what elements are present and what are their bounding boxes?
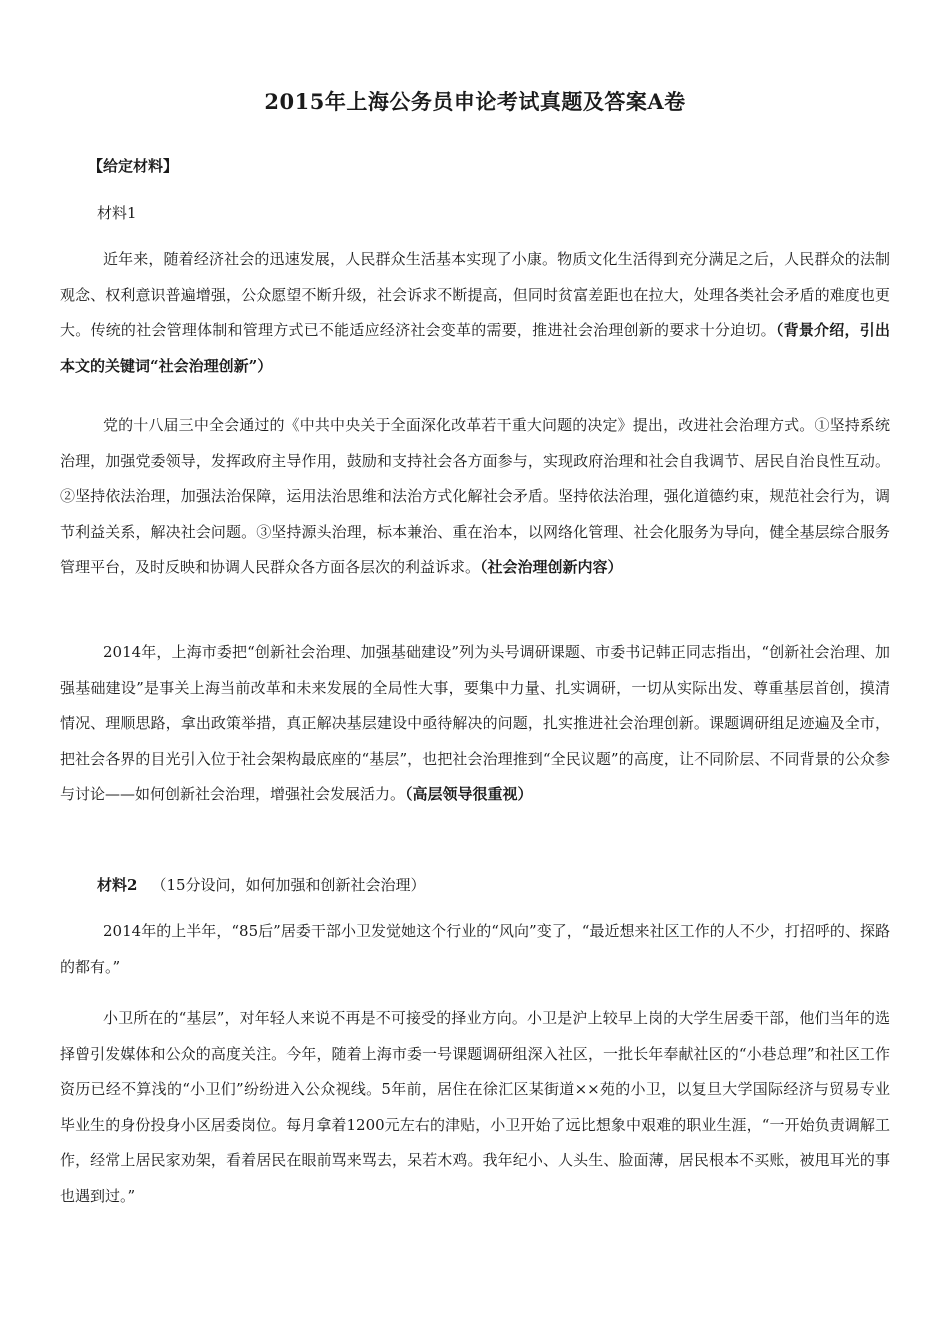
material-1-label (97, 202, 137, 223)
material-1-label-text: 材料1 (97, 204, 137, 222)
material-1-paragraph-2 (60, 408, 890, 586)
material-2-label (97, 874, 426, 895)
paragraph-text: 2014年，上海市委把“创新社会治理、加强基础建设”列为头号调研课题、市委书记韩正同志指出，“创新社会治理、加强基础建设”是事关上海当前改革和未来发展的全局性大事，要集中力量、扎实调研，一切从实际出发、尊重基层首创，摸清情况、理顺思路，拿出政策举措，真正解决基层建设中亟待解决的问题，扎实推进社会治理创新。课题调研组足迹遍及全市，把社会各界的目光引入位于社会架构最底座的“基层”，也把社会治理推到“全民议题”的高度，让不同阶层、不同背景的公众参与讨论——如何创新社会治理，增强社会发展活力。 (60, 643, 890, 803)
paragraph-annotation: （社会治理创新内容） (480, 558, 623, 576)
paragraph-annotation: （高层领导很重视） (405, 785, 533, 803)
material-1-paragraph-1 (60, 242, 890, 384)
material-2-label-text: 材料2 (97, 876, 138, 894)
material-2-paragraph-2 (60, 1001, 890, 1214)
section-label-given-materials: 【给定材料】 (88, 157, 179, 175)
document-title: 2015年上海公务员申论考试真题及答案A卷 (264, 89, 686, 114)
paragraph-text: 2014年的上半年，“85后”居委干部小卫发觉她这个行业的“风向”变了，“最近想来社区工作的人不少，打招呼的、探路的都有。” (60, 922, 890, 976)
paragraph-text: 近年来，随着经济社会的迅速发展，人民群众生活基本实现了小康。物质文化生活得到充分满足之后，人民群众的法制观念、权利意识普遍增强，公众愿望不断升级，社会诉求不断提高，但同时贫富差距也在拉大，处理各类社会矛盾的难度也更大。传统的社会管理体制和管理方式已不能适应经济社会变革的需要，推进社会治理创新的要求十分迫切。 (60, 250, 890, 339)
material-1-paragraph-3 (60, 635, 890, 813)
paragraph-text: 党的十八届三中全会通过的《中共中央关于全面深化改革若干重大问题的决定》提出，改进社会治理方式。①坚持系统治理，加强党委领导，发挥政府主导作用，鼓励和支持社会各方面参与，实现政府治理和社会自我调节、居民自治良性互动。②坚持依法治理，加强法治保障，运用法治思维和法治方式化解社会矛盾。坚持依法治理，强化道德约束，规范社会行为，调节利益关系，解决社会问题。③坚持源头治理，标本兼治、重在治本，以网络化管理、社会化服务为导向，健全基层综合服务管理平台，及时反映和协调人民群众各方面各层次的利益诉求。 (60, 416, 890, 576)
paragraph-annotation: （背景介绍，引出本文的关键词“社会治理创新”） (60, 321, 890, 375)
paragraph-text: 小卫所在的“基层”，对年轻人来说不再是不可接受的择业方向。小卫是沪上较早上岗的大学生居委干部，他们当年的选择曾引发媒体和公众的高度关注。今年，随着上海市委一号课题调研组深入社区，一批长年奉献社区的“小巷总理”和社区工作资历已经不算浅的“小卫们”纷纷进入公众视线。5年前，居住在徐汇区某街道××苑的小卫，以复旦大学国际经济与贸易专业毕业生的身份投身小区居委岗位。每月拿着1200元左右的津贴，小卫开始了远比想象中艰难的职业生涯，“一开始负责调解工作，经常上居民家劝架，看着居民在眼前骂来骂去，呆若木鸡。我年纪小、人头生、脸面薄，居民根本不买账，被甩耳光的事也遇到过。” (60, 1009, 890, 1205)
material-2-question-note: （15分设问，如何加强和创新社会治理） (151, 876, 426, 894)
material-2-paragraph-1 (60, 914, 890, 985)
